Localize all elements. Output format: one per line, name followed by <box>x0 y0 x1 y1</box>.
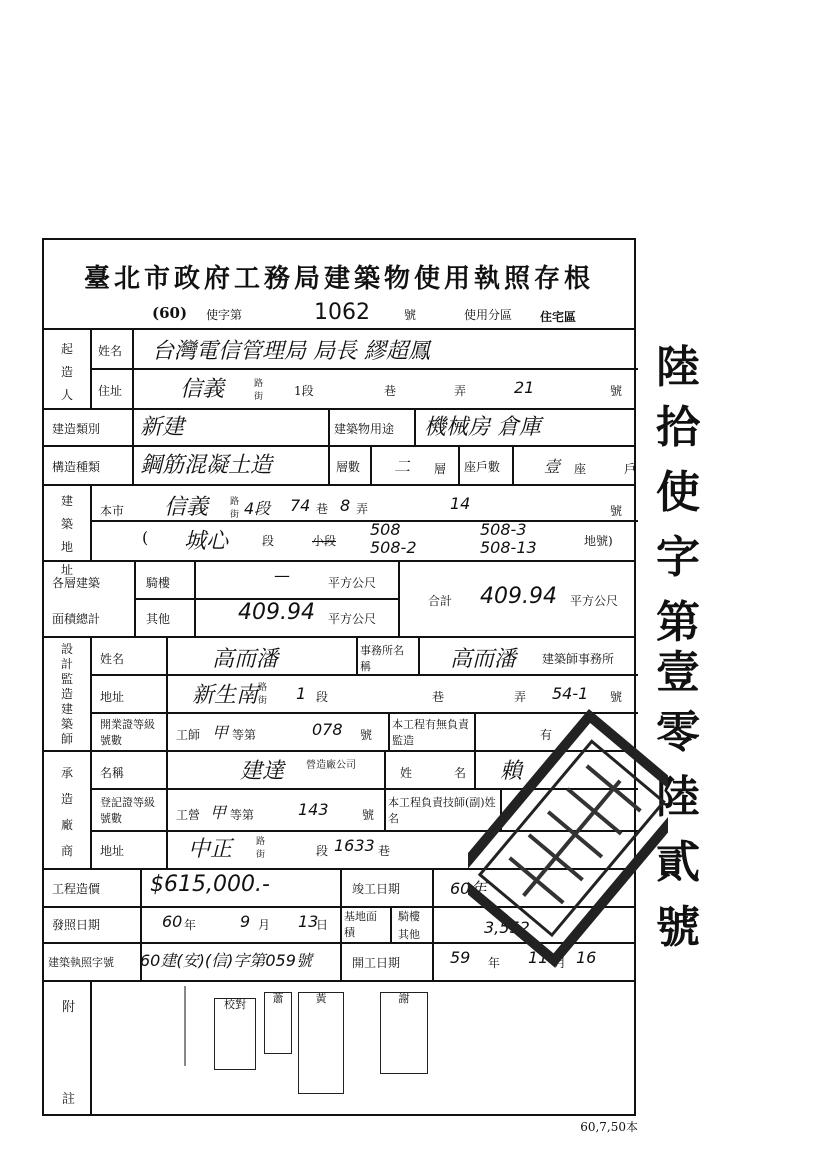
other-label: 其他 <box>146 612 171 626</box>
contractor-reg-prefix: 工營 <box>176 808 201 822</box>
license-suffix: 號 <box>404 308 417 322</box>
site-alley: 8 <box>340 496 351 515</box>
license-year: (60) <box>152 304 188 322</box>
start-label: 開工日期 <box>352 956 401 970</box>
contractor-person-label: 姓 <box>400 766 413 780</box>
edge-char: 使 <box>656 467 700 518</box>
site-lot-2: 508-2 <box>370 538 417 557</box>
contractor-reg-mid: 等第 <box>230 808 255 822</box>
designer-label: 設計監造建築師 <box>60 642 73 746</box>
officer-stamp-1 <box>264 992 292 1054</box>
designer-road-unit: 路街 <box>258 683 268 706</box>
edge-char: 字 <box>656 532 700 583</box>
edge-char: 壹 <box>656 647 700 698</box>
cost-value: $615,000.- <box>150 872 270 897</box>
completion-value: 60年 <box>450 879 487 898</box>
applicant-name-label: 姓名 <box>98 344 123 358</box>
base-label: 基地面積 <box>344 910 377 939</box>
total-unit: 平方公尺 <box>570 594 619 608</box>
structure-label: 構造種類 <box>52 460 101 474</box>
site-subsection-label: 小段 <box>312 534 337 548</box>
contractor-name-suffix: 營造廠公司 <box>306 760 356 771</box>
designer-address-label: 地址 <box>100 690 125 704</box>
total-value: 409.94 <box>480 584 557 609</box>
contractor-lane: 1633 <box>334 836 375 855</box>
note-label-bottom: 註 <box>62 1092 76 1107</box>
units-unit2: 戶 <box>624 462 637 476</box>
contractor-name: 建達 <box>240 759 285 784</box>
other-unit: 平方公尺 <box>328 612 377 626</box>
designer-reg-label: 開業證等級號數 <box>100 718 155 747</box>
start-year: 59 <box>450 948 471 967</box>
issue-label: 發照日期 <box>52 918 101 932</box>
total-label: 合計 <box>428 594 453 608</box>
site-lot-label: 地號) <box>584 534 613 548</box>
site-duan-label: 段 <box>262 534 275 548</box>
start-month: 11 <box>528 948 549 967</box>
edge-char: 號 <box>656 902 700 953</box>
designer-alley-label: 弄 <box>514 690 527 704</box>
site-lot-3: 508-3 <box>480 520 527 539</box>
contractor-address-label: 地址 <box>100 844 125 858</box>
site-lot-4: 508-13 <box>480 538 537 557</box>
area-label-1: 各層建築 <box>52 576 101 590</box>
office-label: 事務所名稱 <box>360 644 404 673</box>
cost-label: 工程造價 <box>52 882 101 896</box>
floors-value: 二 <box>394 457 411 476</box>
units-label: 座戶數 <box>464 460 501 474</box>
contractor-person: 賴 <box>500 759 523 784</box>
contractor-section-label: 段 <box>316 844 329 858</box>
contractor-reg-number: 143 <box>298 800 329 819</box>
applicant-address: 信義 <box>180 377 225 402</box>
floors-unit: 層 <box>434 462 447 476</box>
supervise-value: 有 <box>540 728 553 742</box>
applicant-alley-label: 弄 <box>454 384 467 398</box>
form-title: 臺北市政府工務局建築物使用執照存根 <box>83 264 594 294</box>
adjacent-page-edge <box>640 340 832 1100</box>
site-road-unit: 路街 <box>230 497 240 520</box>
note-label-top: 附 <box>62 1000 76 1015</box>
supervise-label: 本工程有無負責監造 <box>392 718 469 747</box>
applicant-lane-label: 巷 <box>384 384 397 398</box>
officer-stamp-2 <box>298 992 344 1094</box>
floors-label: 層數 <box>336 460 361 474</box>
site-section: 4段 <box>244 499 271 518</box>
permit-value: 60建(安)(信)字第059號 <box>140 951 312 970</box>
tech-label: 本工程負責技師(副)姓名 <box>388 796 496 825</box>
applicant-road: 路街 <box>254 379 264 402</box>
license-form <box>42 238 636 1116</box>
designer-number-label: 號 <box>610 690 623 704</box>
site-road: 信義 <box>164 495 209 520</box>
edge-char: 第 <box>656 597 700 648</box>
structure-value: 鋼筋混凝土造 <box>140 453 273 478</box>
site-number-label: 號 <box>610 504 623 518</box>
base-value: 3,552 <box>484 918 530 937</box>
contractor-road-unit: 路街 <box>256 837 266 860</box>
completion-label: 竣工日期 <box>352 882 401 896</box>
other-value: 409.94 <box>238 600 315 625</box>
site-lot-1: 508 <box>370 520 401 539</box>
start-year-label: 年 <box>488 956 501 970</box>
base-other-label: 其他 <box>398 928 420 941</box>
designer-section-label: 段 <box>316 690 329 704</box>
contractor-reg-label: 登記證等級號數 <box>100 796 155 825</box>
site-district: 城心 <box>184 529 229 554</box>
build-type-value: 新建 <box>140 415 185 440</box>
arcade-value: — <box>274 566 290 585</box>
use-label: 建築物用途 <box>334 422 395 436</box>
use-zone-value: 住宅區 <box>540 310 577 324</box>
applicant-section: 1段 <box>294 384 314 398</box>
site-alley-label: 弄 <box>356 502 369 516</box>
contractor-address-road: 中正 <box>188 837 233 862</box>
officer-stamp-1-text: 蕭 <box>272 992 284 1005</box>
designer-reg-number: 078 <box>312 720 343 739</box>
designer-name: 高而潘 <box>212 647 279 672</box>
arcade-label: 騎樓 <box>146 576 171 590</box>
applicant-address-label: 住址 <box>98 384 123 398</box>
issue-year: 60 <box>162 912 183 931</box>
official-seal <box>468 700 668 970</box>
contractor-lane-label: 巷 <box>378 844 391 858</box>
designer-address-road: 新生南 <box>192 683 259 708</box>
contractor-person-label2: 名 <box>454 766 467 780</box>
issue-year-label: 年 <box>184 918 197 932</box>
contractor-name-label: 名稱 <box>100 766 125 780</box>
office-suffix: 建築師事務所 <box>542 652 615 666</box>
use-value: 機械房 倉庫 <box>424 415 541 440</box>
arcade-unit: 平方公尺 <box>328 576 377 590</box>
license-prefix: 使字第 <box>206 308 243 322</box>
designer-name-label: 姓名 <box>100 652 125 666</box>
designer-section: 1 <box>296 684 307 703</box>
designer-reg-prefix: 工師 <box>176 728 201 742</box>
check-stamp-text: 校對 <box>224 998 246 1011</box>
build-type-label: 建造類別 <box>52 422 101 436</box>
site-label: 建築地址 <box>60 494 73 577</box>
site-city: 本市 <box>100 504 125 518</box>
contractor-label: 承造廠商 <box>60 766 73 858</box>
start-day: 16 <box>576 948 597 967</box>
applicant-number-label: 號 <box>610 384 623 398</box>
edge-char: 零 <box>656 707 700 758</box>
office-name: 高而潘 <box>450 647 517 672</box>
edge-char: 陸 <box>656 772 700 823</box>
area-label-2: 面積總計 <box>52 612 101 626</box>
designer-reg-mid: 等第 <box>232 728 257 742</box>
permit-label: 建築執照字號 <box>48 956 114 969</box>
designer-lane-label: 巷 <box>432 690 445 704</box>
issue-month: 9 <box>240 912 251 931</box>
site-lane-label: 巷 <box>316 502 329 516</box>
site-paren: ( <box>142 528 149 547</box>
applicant-label: 起造人 <box>60 342 73 402</box>
designer-reg-suffix: 號 <box>360 728 373 742</box>
issue-day: 13 <box>298 912 319 931</box>
issue-month-label: 月 <box>258 918 271 932</box>
edge-char: 陸 <box>656 342 700 393</box>
start-month-label: 月 <box>554 956 567 970</box>
check-stamp <box>214 998 256 1070</box>
contractor-reg-grade: 甲 <box>210 803 227 822</box>
designer-number: 54-1 <box>552 684 589 703</box>
contractor-reg-suffix: 號 <box>362 808 375 822</box>
officer-stamp-2-text: 黃 <box>315 992 327 1005</box>
footer-note: 60,7,50本 <box>580 1120 638 1134</box>
designer-reg-grade: 甲 <box>212 723 229 742</box>
units-value: 壹 <box>544 457 561 476</box>
units-unit: 座 <box>574 462 587 476</box>
site-number: 14 <box>450 494 471 513</box>
base-arcade-label: 騎樓 <box>398 910 420 923</box>
applicant-name: 台灣電信管理局 局長 繆超鳳 <box>152 339 430 364</box>
license-number: 1062 <box>314 300 370 325</box>
use-zone-label: 使用分區 <box>464 308 513 322</box>
edge-char: 拾 <box>656 402 700 453</box>
site-lane: 74 <box>290 496 311 515</box>
applicant-number: 21 <box>514 378 535 397</box>
edge-char: 貳 <box>656 837 700 888</box>
officer-stamp-3 <box>380 992 428 1074</box>
issue-day-label: 日 <box>316 918 329 932</box>
officer-stamp-3-text: 謝 <box>398 992 410 1005</box>
